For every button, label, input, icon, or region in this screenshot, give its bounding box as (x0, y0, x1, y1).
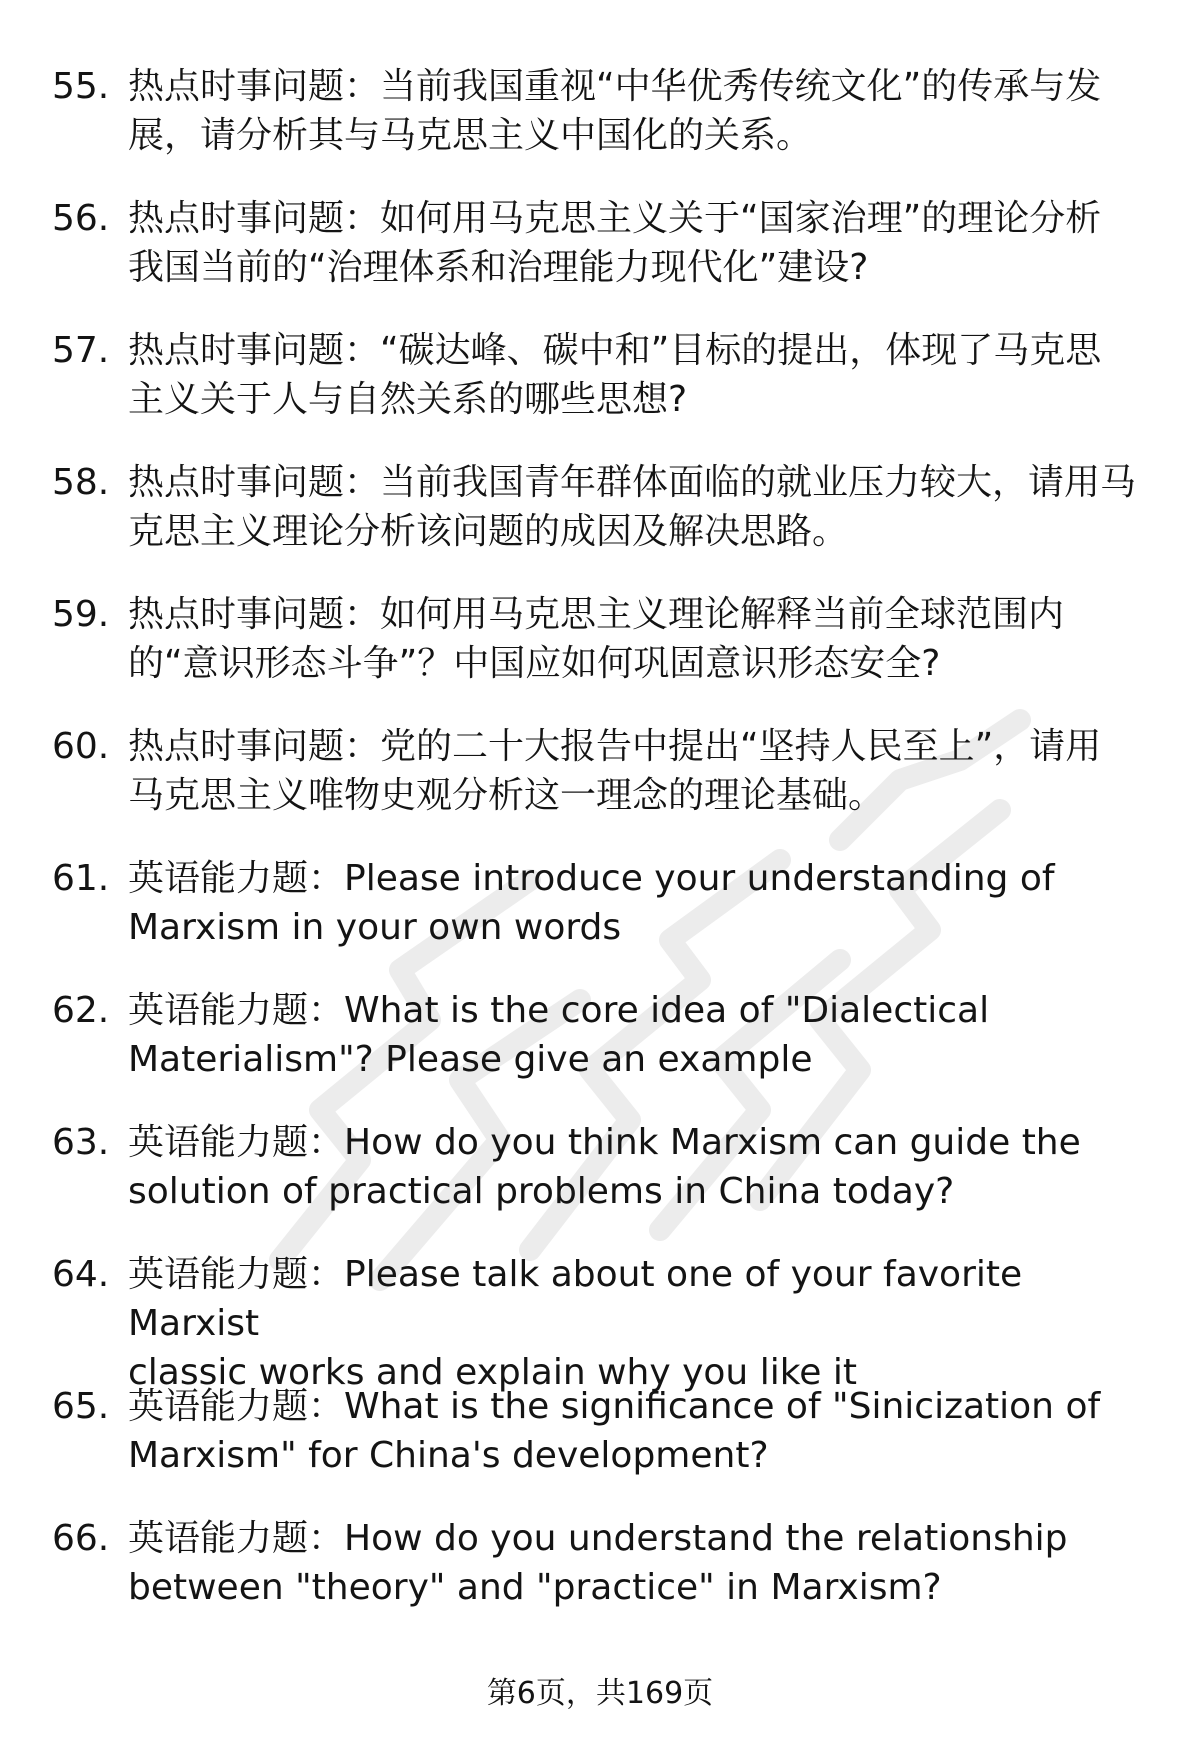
question-number: 62. (52, 990, 110, 1031)
question-number: 65. (52, 1386, 110, 1427)
list-item (0, 580, 1200, 712)
question-text: 热点时事问题：当前我国青年群体面临的就业压力较大，请用马 克思主义理论分析该问题的成因及解决思路。 (128, 462, 1137, 552)
question-text: 英语能力题：Please introduce your understanding of Marxism in your own words (128, 858, 1055, 948)
question-number: 57. (52, 330, 110, 371)
list-item (0, 712, 1200, 844)
question-text: 热点时事问题：党的二十大报告中提出“坚持人民至上”，请用 马克思主义唯物史观分析这一理念的理论基础。 (128, 726, 1102, 816)
question-number: 64. (52, 1254, 110, 1295)
list-item (0, 1504, 1200, 1636)
list-item (0, 184, 1200, 316)
question-number: 63. (52, 1122, 110, 1163)
question-number: 56. (52, 198, 110, 239)
question-text: 英语能力题：How do you understand the relationship between "theory" and "practice" in Marxism? (128, 1518, 1068, 1608)
page-number-footer: 第6页，共169页 (486, 1676, 714, 1711)
question-number: 60. (52, 726, 110, 767)
list-item (0, 1372, 1200, 1504)
question-text: 热点时事问题：如何用马克思主义理论解释当前全球范围内 的“意识形态斗争”？中国应如何巩固意识形态安全? (128, 594, 1065, 684)
list-item (0, 1240, 1200, 1393)
list-item (0, 844, 1200, 976)
question-list (0, 52, 1200, 1636)
question-text: 英语能力题：How do you think Marxism can guide the solution of practical problems in China today? (128, 1122, 1081, 1212)
question-number: 66. (52, 1518, 110, 1559)
list-item (0, 316, 1200, 448)
question-text: 热点时事问题：当前我国重视“中华优秀传统文化”的传承与发 展，请分析其与马克思主义中国化的关系。 (128, 66, 1102, 156)
list-item (0, 976, 1200, 1108)
list-item (0, 1108, 1200, 1240)
question-number: 59. (52, 594, 110, 635)
question-number: 61. (52, 858, 110, 899)
question-text: 热点时事问题：“碳达峰、碳中和”目标的提出，体现了马克思 主义关于人与自然关系的哪些思想? (128, 330, 1102, 420)
question-number: 58. (52, 462, 110, 503)
question-text: 英语能力题：Please talk about one of your favorite Marxist classic works and explain why you like it (128, 1254, 1023, 1393)
list-item (0, 52, 1200, 184)
question-text: 热点时事问题：如何用马克思主义关于“国家治理”的理论分析 我国当前的“治理体系和治理能力现代化”建设? (128, 198, 1102, 288)
question-text: 英语能力题：What is the significance of "Sinicization of Marxism" for China's development? (128, 1386, 1101, 1476)
question-text: 英语能力题：What is the core idea of "Dialectical Materialism"? Please give an example (128, 990, 990, 1080)
list-item (0, 448, 1200, 580)
question-number: 55. (52, 66, 110, 107)
